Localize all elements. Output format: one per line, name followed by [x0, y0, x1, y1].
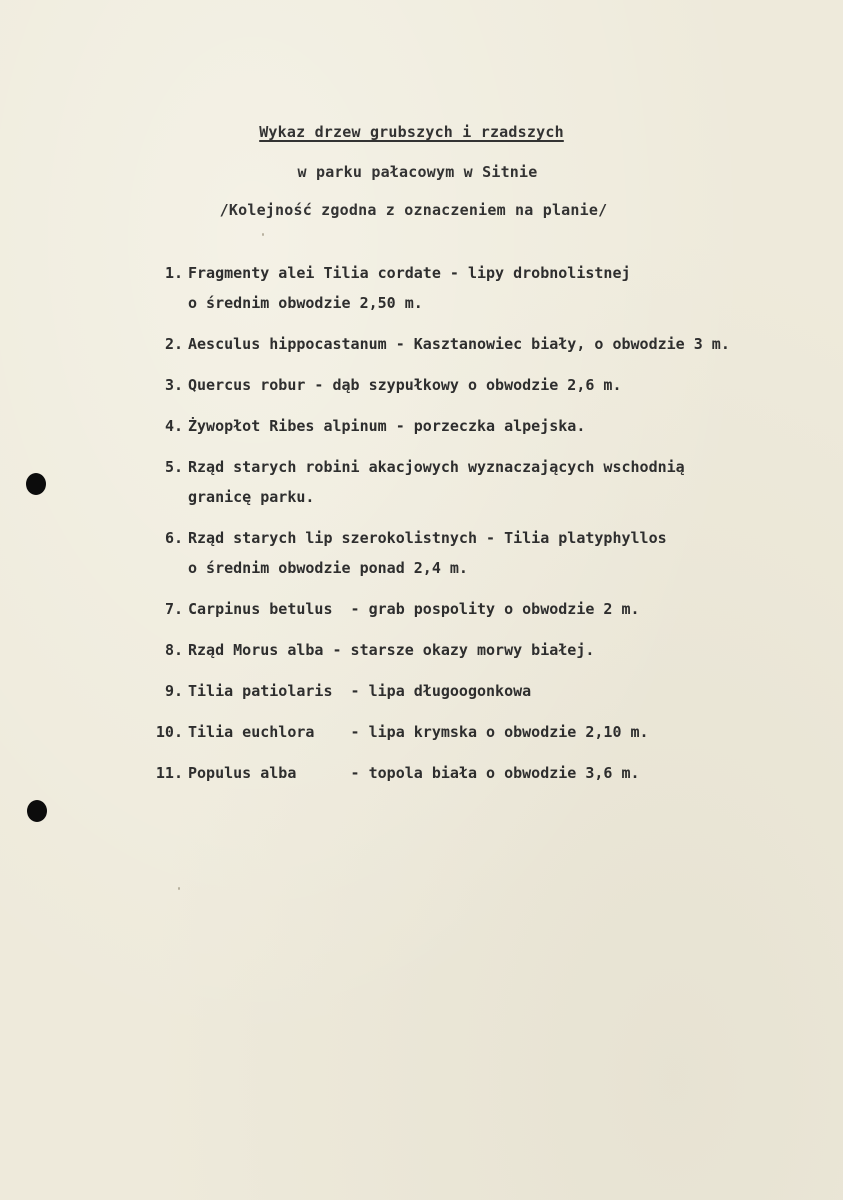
item-number: 1.: [164, 264, 183, 282]
item-text: Rząd starych lip szerokolistnych - Tilia platyphyllos: [188, 529, 667, 547]
paper-speck: [178, 887, 180, 890]
list-item: [148, 717, 828, 747]
punch-hole: [27, 800, 47, 822]
item-text: Tilia euchlora - lipa krymska o obwodzie 2,10 m.: [188, 723, 649, 741]
list-item: [148, 452, 828, 512]
list-item: [148, 676, 828, 706]
item-number: 3.: [164, 376, 183, 394]
item-text: Rząd starych robini akacjowych wyznaczających wschodnią: [188, 458, 685, 476]
item-text: Populus alba - topola biała o obwodzie 3,6 m.: [188, 764, 640, 782]
document-note: /Kolejność zgodna z oznaczeniem na planie/: [219, 201, 608, 219]
item-number: 8.: [164, 641, 183, 659]
document-title-text: Wykaz drzew grubszych i rzadszych: [259, 123, 564, 141]
document-subtitle: w parku pałacowym w Sitnie: [297, 163, 538, 181]
item-text: o średnim obwodzie ponad 2,4 m.: [188, 559, 468, 577]
punch-hole: [26, 473, 46, 495]
list-item: [148, 758, 828, 788]
item-text: Carpinus betulus - grab pospolity o obwodzie 2 m.: [188, 600, 640, 618]
item-text: Tilia patiolaris - lipa długoogonkowa: [188, 682, 532, 700]
item-text: Żywopłot Ribes alpinum - porzeczka alpejska.: [188, 417, 586, 435]
item-text: o średnim obwodzie 2,50 m.: [188, 294, 423, 312]
item-text: granicę parku.: [188, 488, 315, 506]
item-text: Fragmenty alei Tilia cordate - lipy drobnolistnej: [188, 264, 631, 282]
item-number: 5.: [164, 458, 183, 476]
item-number: 4.: [164, 417, 183, 435]
item-text: Quercus robur - dąb szypułkowy o obwodzie 2,6 m.: [188, 376, 622, 394]
document-title: [0, 123, 833, 141]
item-text: Aesculus hippocastanum - Kasztanowiec biały, o obwodzie 3 m.: [188, 335, 730, 353]
item-number: 9.: [164, 682, 183, 700]
item-number: 6.: [164, 529, 183, 547]
item-number: 10.: [155, 723, 183, 741]
list-item: [148, 411, 828, 441]
list-item: [148, 635, 828, 665]
item-text: Rząd Morus alba - starsze okazy morwy białej.: [188, 641, 595, 659]
list-item: [148, 523, 828, 583]
list-item: [148, 329, 828, 359]
list-item: [148, 370, 828, 400]
item-number: 7.: [164, 600, 183, 618]
list-item: [148, 594, 828, 624]
tree-list: [148, 258, 828, 788]
paper-speck: [262, 233, 264, 236]
item-number: 11.: [155, 764, 183, 782]
list-item: [148, 258, 828, 318]
item-number: 2.: [164, 335, 183, 353]
